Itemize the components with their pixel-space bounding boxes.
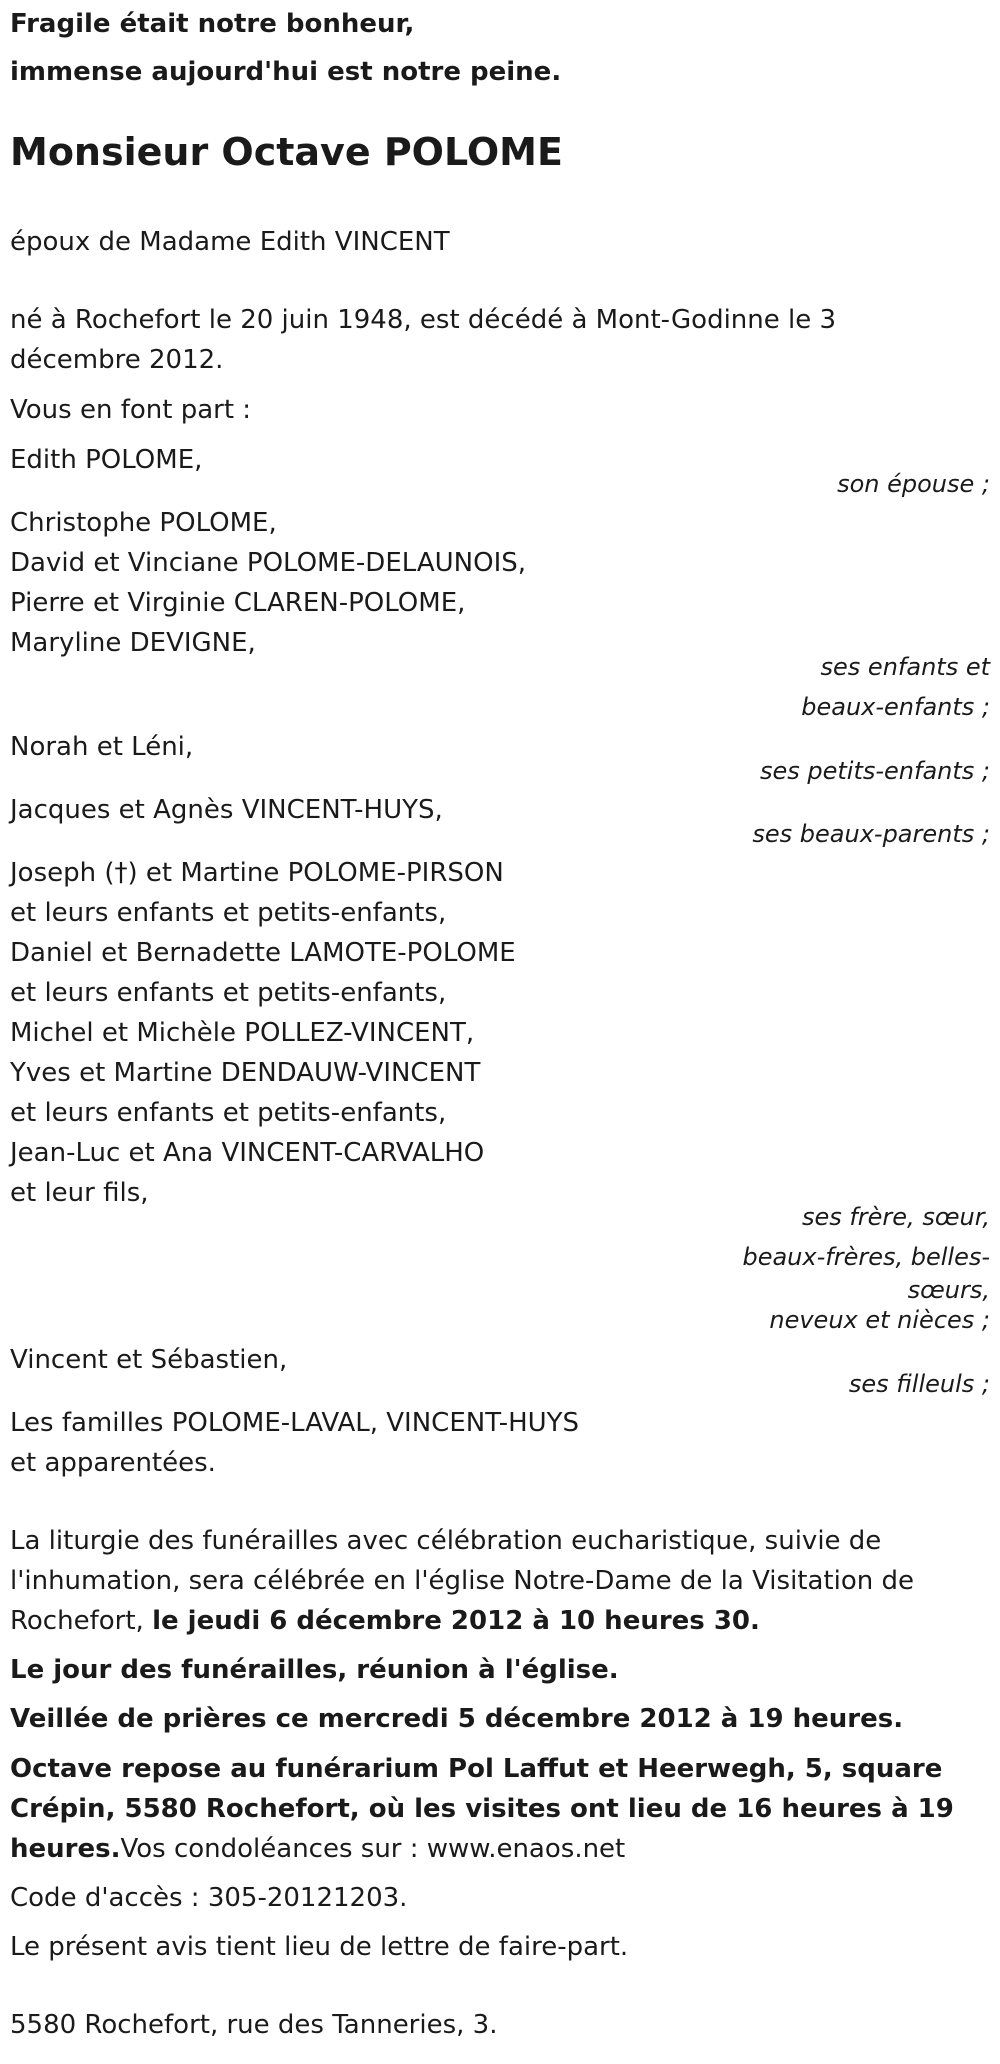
sibling-line: Daniel et Bernadette LAMOTE-POLOME — [10, 938, 516, 968]
children-role-line-2: beaux-enfants ; — [801, 693, 990, 721]
families-line-2: et apparentées. — [10, 1448, 216, 1478]
funeral-line-3 — [10, 1601, 760, 1641]
birth-death-line-1: né à Rochefort le 20 juin 1948, est décédé à Mont-Godinne le 3 — [10, 305, 837, 335]
siblings-role-line-1: ses frère, sœur, — [801, 1203, 990, 1231]
repose-line-3-bold: heures. — [10, 1834, 121, 1864]
access-code: Code d'accès : 305-20121203. — [10, 1883, 408, 1913]
siblings-role-line-4: neveux et nièces ; — [769, 1306, 990, 1334]
godchildren-role: ses filleuls ; — [848, 1370, 990, 1398]
sibling-line: et leurs enfants et petits-enfants, — [10, 898, 447, 928]
repose-line-2: Crépin, 5580 Rochefort, où les visites ont lieu de 16 heures à 19 — [10, 1794, 954, 1824]
repose-line-3 — [10, 1829, 625, 1869]
sibling-line: Jean-Luc et Ana VINCENT-CARVALHO — [10, 1138, 485, 1168]
spouse-role: son épouse ; — [837, 470, 990, 498]
intro-line-2: immense aujourd'hui est notre peine. — [10, 57, 562, 87]
sibling-line: et leur fils, — [10, 1178, 149, 1208]
child-line: Pierre et Virginie CLAREN-POLOME, — [10, 588, 466, 618]
spouse-name: Edith POLOME, — [10, 445, 203, 475]
announce-line: Vous en font part : — [10, 395, 252, 425]
repose-line-1: Octave repose au funérarium Pol Laffut et Heerwegh, 5, square — [10, 1754, 943, 1784]
intro-line-1: Fragile était notre bonheur, — [10, 9, 415, 39]
spouse-line: époux de Madame Edith VINCENT — [10, 227, 450, 257]
church-meeting: Le jour des funérailles, réunion à l'église. — [10, 1655, 619, 1685]
families-line-1: Les familles POLOME-LAVAL, VINCENT-HUYS — [10, 1408, 580, 1438]
notice-line: Le présent avis tient lieu de lettre de faire-part. — [10, 1932, 629, 1962]
child-line: Christophe POLOME, — [10, 508, 277, 538]
deceased-name: Monsieur Octave POLOME — [10, 130, 563, 174]
parents-in-law-names: Jacques et Agnès VINCENT-HUYS, — [10, 795, 443, 825]
funeral-line-2: l'inhumation, sera célébrée en l'église Notre-Dame de la Visitation de — [10, 1566, 914, 1596]
siblings-role-line-3: sœurs, — [907, 1276, 990, 1304]
funeral-line-1: La liturgie des funérailles avec célébration eucharistique, suivie de — [10, 1526, 882, 1556]
grandchildren-names: Norah et Léni, — [10, 732, 194, 762]
birth-death-line-2: décembre 2012. — [10, 345, 224, 375]
funeral-line-3-prefix: Rochefort, — [10, 1606, 153, 1636]
parents-in-law-role: ses beaux-parents ; — [752, 820, 990, 848]
funeral-date-time: le jeudi 6 décembre 2012 à 10 heures 30. — [152, 1606, 760, 1636]
sibling-line: et leurs enfants et petits-enfants, — [10, 978, 447, 1008]
sibling-line: Yves et Martine DENDAUW-VINCENT — [10, 1058, 481, 1088]
sibling-line: Michel et Michèle POLLEZ-VINCENT, — [10, 1018, 475, 1048]
sibling-line: et leurs enfants et petits-enfants, — [10, 1098, 447, 1128]
children-role-line-1: ses enfants et — [820, 653, 990, 681]
siblings-role-line-2: beaux-frères, belles- — [742, 1243, 990, 1271]
address-line: 5580 Rochefort, rue des Tanneries, 3. — [10, 2010, 498, 2040]
child-line: Maryline DEVIGNE, — [10, 628, 256, 658]
prayer-vigil: Veillée de prières ce mercredi 5 décembre 2012 à 19 heures. — [10, 1704, 904, 1734]
godchildren-names: Vincent et Sébastien, — [10, 1345, 288, 1375]
child-line: David et Vinciane POLOME-DELAUNOIS, — [10, 548, 527, 578]
grandchildren-role: ses petits-enfants ; — [759, 757, 990, 785]
condolences-line: Vos condoléances sur : www.enaos.net — [120, 1834, 626, 1864]
sibling-line: Joseph (†) et Martine POLOME-PIRSON — [10, 858, 504, 888]
